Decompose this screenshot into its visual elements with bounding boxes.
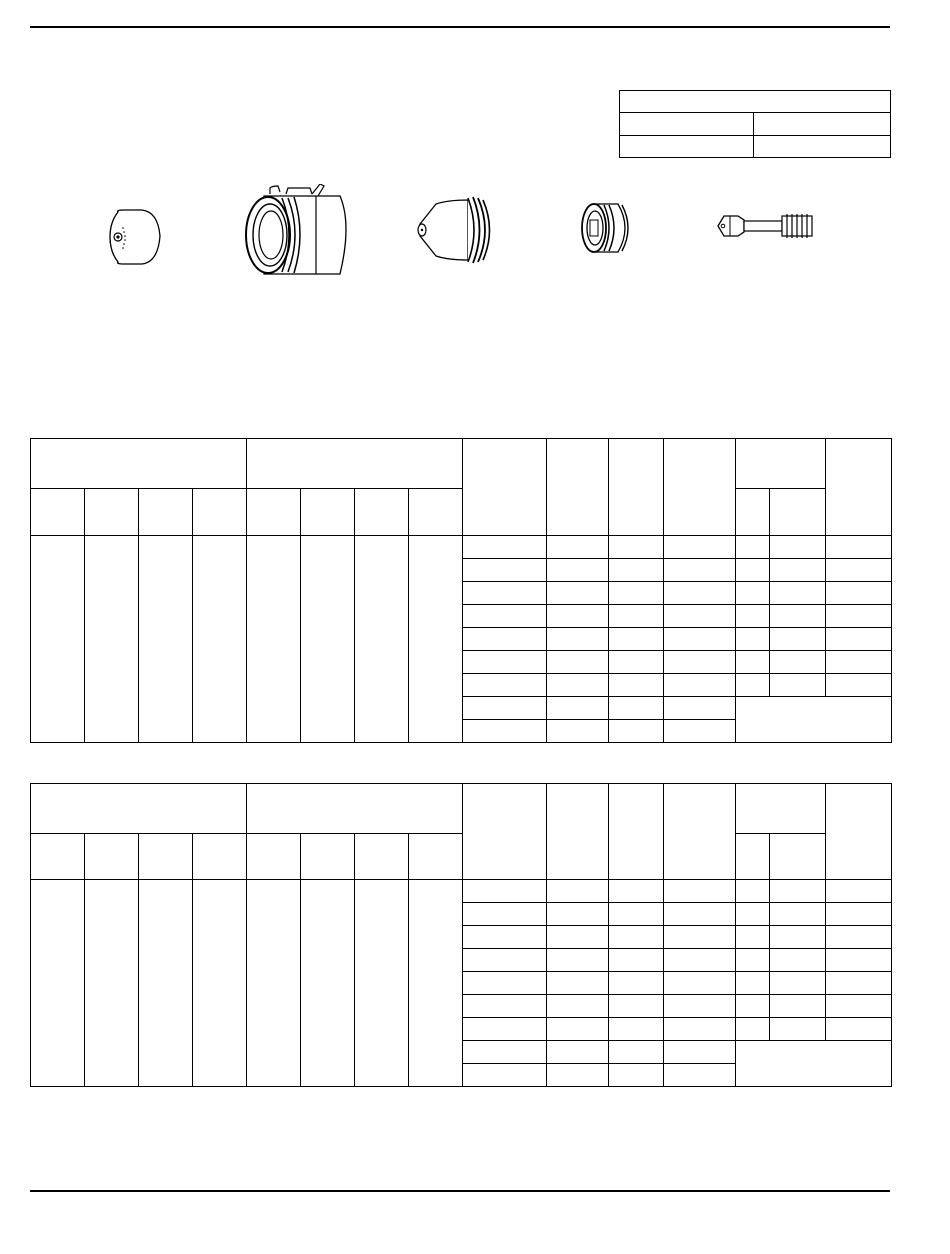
nozzle-icon: [414, 194, 496, 266]
table-row: [31, 880, 892, 903]
cut-chart-table: [30, 783, 892, 1087]
electrode-icon: [716, 206, 816, 246]
legend-cell: [620, 113, 754, 136]
consumables-row: [0, 180, 950, 280]
subheader-row: [31, 834, 892, 880]
retaining-cap-icon: [240, 184, 352, 280]
header-row: [31, 439, 892, 489]
legend-table: [619, 90, 891, 158]
legend-cell: [754, 136, 891, 158]
table-row: [31, 536, 892, 559]
cut-chart-table: [30, 438, 892, 743]
shield-icon: [106, 208, 166, 266]
footer-rule: [30, 1190, 890, 1192]
swirl-ring-icon: [578, 200, 636, 256]
header-rule: [30, 26, 890, 28]
header-row: [31, 784, 892, 834]
legend-cell: [620, 136, 754, 158]
subheader-row: [31, 489, 892, 536]
legend-cell: [754, 113, 891, 136]
legend-header-cell: [620, 91, 891, 113]
